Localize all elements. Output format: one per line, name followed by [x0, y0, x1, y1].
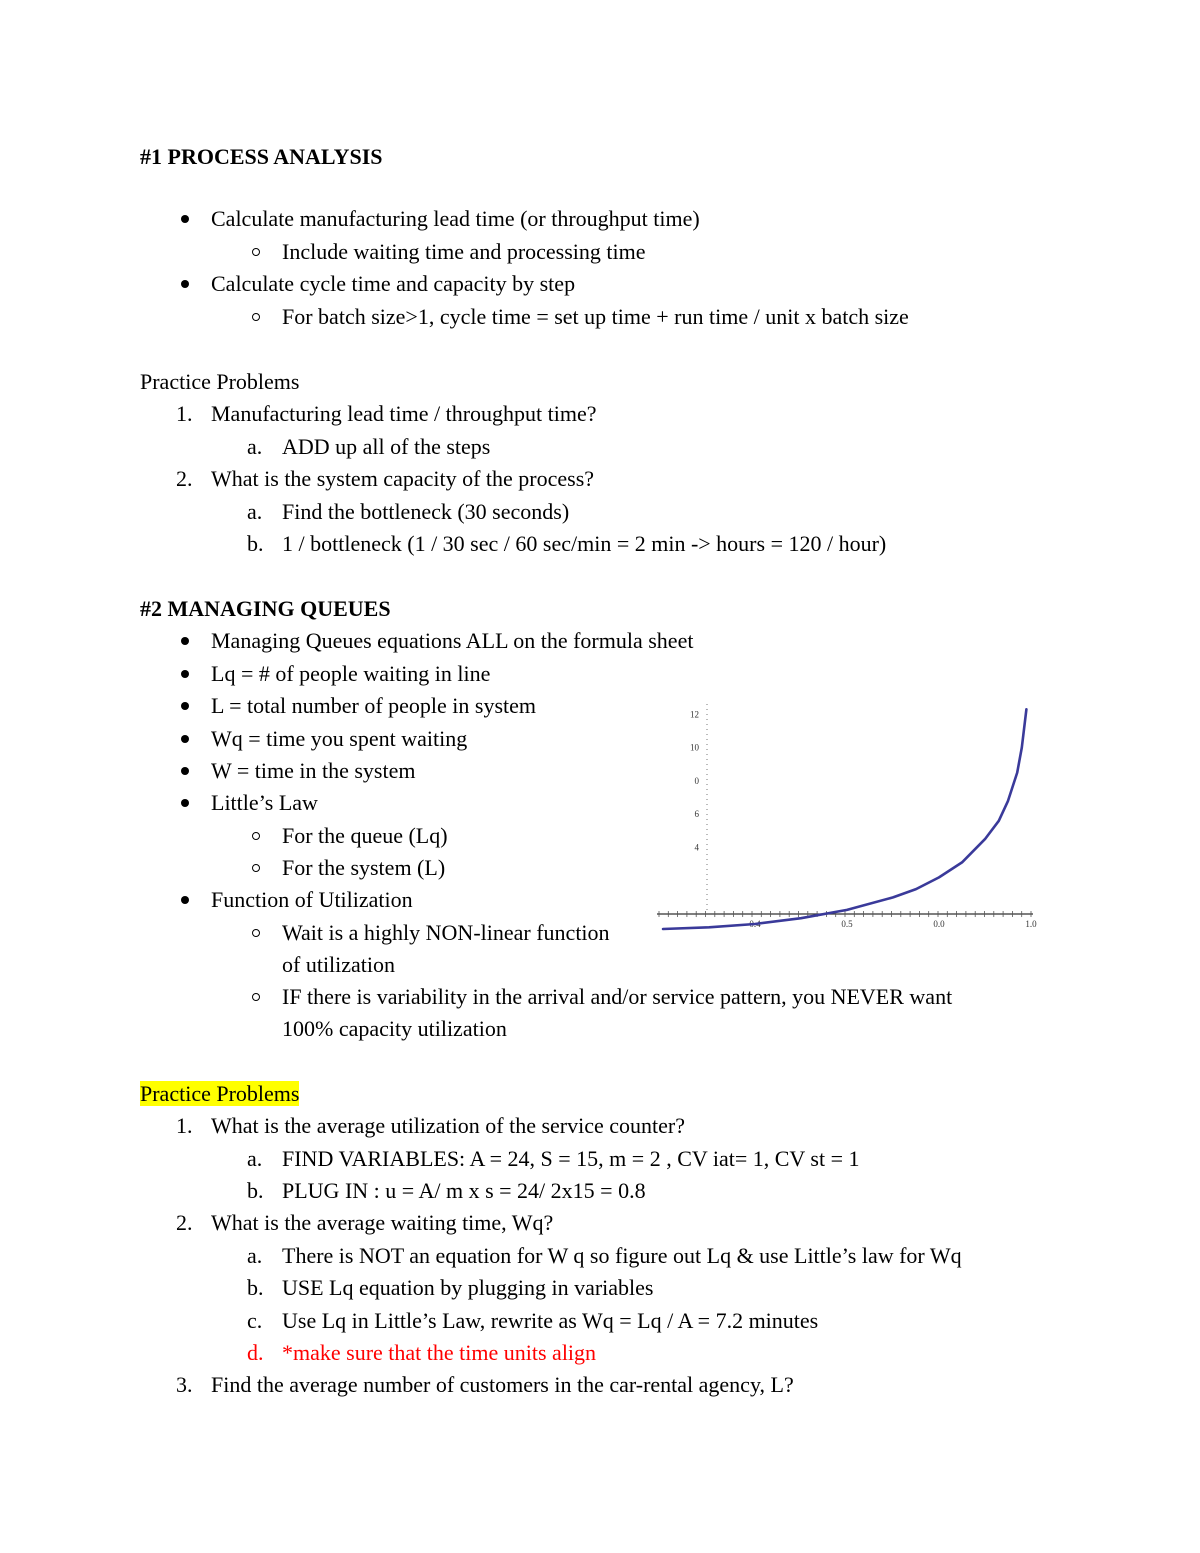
section2-question2-b: USE Lq equation by plugging in variables [282, 1275, 654, 1300]
section1-heading: #1 PROCESS ANALYSIS [140, 144, 383, 169]
list-letter: b. [247, 1275, 264, 1300]
bullet-icon [181, 735, 189, 743]
list-letter: a. [247, 499, 263, 524]
circle-bullet-icon [252, 832, 260, 840]
practice-title-highlight: Practice Problems [140, 1081, 300, 1106]
list-number: 3. [176, 1372, 193, 1397]
y-tick-label: 0 [694, 775, 699, 786]
circle-bullet-icon [252, 248, 260, 256]
list-letter: b. [247, 531, 264, 556]
utilization-wait-chart [655, 700, 1035, 940]
circle-bullet-icon [252, 993, 260, 1001]
x-tick-label: 0.4 [749, 919, 761, 930]
section2-question1-a: FIND VARIABLES: A = 24, S = 15, m = 2 , CV iat= 1, CV st = 1 [282, 1146, 860, 1171]
list-letter: a. [247, 1146, 263, 1171]
bullet-icon [181, 215, 189, 223]
section1-question2-b: 1 / bottleneck (1 / 30 sec / 60 sec/min = 2 min -> hours = 120 / hour) [282, 531, 887, 556]
list-letter: d. [247, 1340, 264, 1365]
section1-question2-a: Find the bottleneck (30 seconds) [282, 499, 570, 524]
section2-bullet1: Managing Queues equations ALL on the formula sheet [211, 628, 694, 653]
section2-bullet5: W = time in the system [211, 758, 416, 783]
section2-bullet7: Function of Utilization [211, 887, 413, 912]
bullet-icon [181, 670, 189, 678]
section2-question2-c: Use Lq in Little’s Law, rewrite as Wq = Lq / A = 7.2 minutes [282, 1308, 819, 1333]
section2-practice-title [140, 1081, 299, 1107]
circle-bullet-icon [252, 929, 260, 937]
section1-practice-title: Practice Problems [140, 369, 300, 394]
circle-bullet-icon [252, 864, 260, 872]
section2-question1: What is the average utilization of the service counter? [211, 1113, 686, 1138]
bullet-icon [181, 896, 189, 904]
section1-question1-a: ADD up all of the steps [282, 434, 491, 459]
section2-bullet4: Wq = time you spent waiting [211, 726, 468, 751]
x-tick-label: 1.0 [1025, 919, 1037, 930]
y-tick-label: 10 [690, 742, 699, 753]
section1-question1: Manufacturing lead time / throughput time? [211, 401, 597, 426]
section2-bullet7-sub1-line2: of utilization [282, 952, 396, 977]
section2-bullet7-sub2-line1: IF there is variability in the arrival and/or service pattern, you NEVER want [282, 984, 953, 1009]
x-tick-label: 0.0 [933, 919, 945, 930]
list-number: 2. [176, 466, 193, 491]
bullet-icon [181, 799, 189, 807]
section2-bullet7-sub2-line2: 100% capacity utilization [282, 1016, 507, 1041]
section2-question2: What is the average waiting time, Wq? [211, 1210, 554, 1235]
section2-bullet6-sub2: For the system (L) [282, 855, 446, 880]
list-number: 1. [176, 1113, 193, 1138]
section2-heading: #2 MANAGING QUEUES [140, 596, 391, 621]
section2-bullet3: L = total number of people in system [211, 693, 537, 718]
section1-question2: What is the system capacity of the process? [211, 466, 595, 491]
bullet-icon [181, 280, 189, 288]
x-tick-label: 0.5 [841, 919, 853, 930]
y-tick-label: 4 [694, 842, 699, 853]
list-letter: b. [247, 1178, 264, 1203]
section2-question2-a: There is NOT an equation for W q so figure out Lq & use Little’s law for Wq [282, 1243, 962, 1268]
section1-bullet2-sub: For batch size>1, cycle time = set up time + run time / unit x batch size [282, 304, 909, 329]
section2-question3: Find the average number of customers in the car-rental agency, L? [211, 1372, 794, 1397]
circle-bullet-icon [252, 313, 260, 321]
section2-bullet6-sub1: For the queue (Lq) [282, 823, 448, 848]
y-tick-label: 12 [690, 709, 699, 720]
section1-bullet1-sub: Include waiting time and processing time [282, 239, 646, 264]
section2-bullet7-sub1-line1: Wait is a highly NON-linear function [282, 920, 610, 945]
series-line [663, 709, 1026, 929]
list-letter: c. [247, 1308, 263, 1333]
bullet-icon [181, 702, 189, 710]
section2-question1-b: PLUG IN : u = A/ m x s = 24/ 2x15 = 0.8 [282, 1178, 646, 1203]
list-letter: a. [247, 1243, 263, 1268]
section2-bullet6: Little’s Law [211, 790, 318, 815]
section1-bullet2: Calculate cycle time and capacity by step [211, 271, 576, 296]
section2-bullet2: Lq = # of people waiting in line [211, 661, 491, 686]
y-tick-label: 6 [694, 809, 699, 820]
list-number: 1. [176, 401, 193, 426]
section1-bullet1: Calculate manufacturing lead time (or throughput time) [211, 206, 700, 231]
list-letter: a. [247, 434, 263, 459]
bullet-icon [181, 767, 189, 775]
bullet-icon [181, 637, 189, 645]
list-number: 2. [176, 1210, 193, 1235]
section2-question2-d: *make sure that the time units align [282, 1340, 597, 1365]
